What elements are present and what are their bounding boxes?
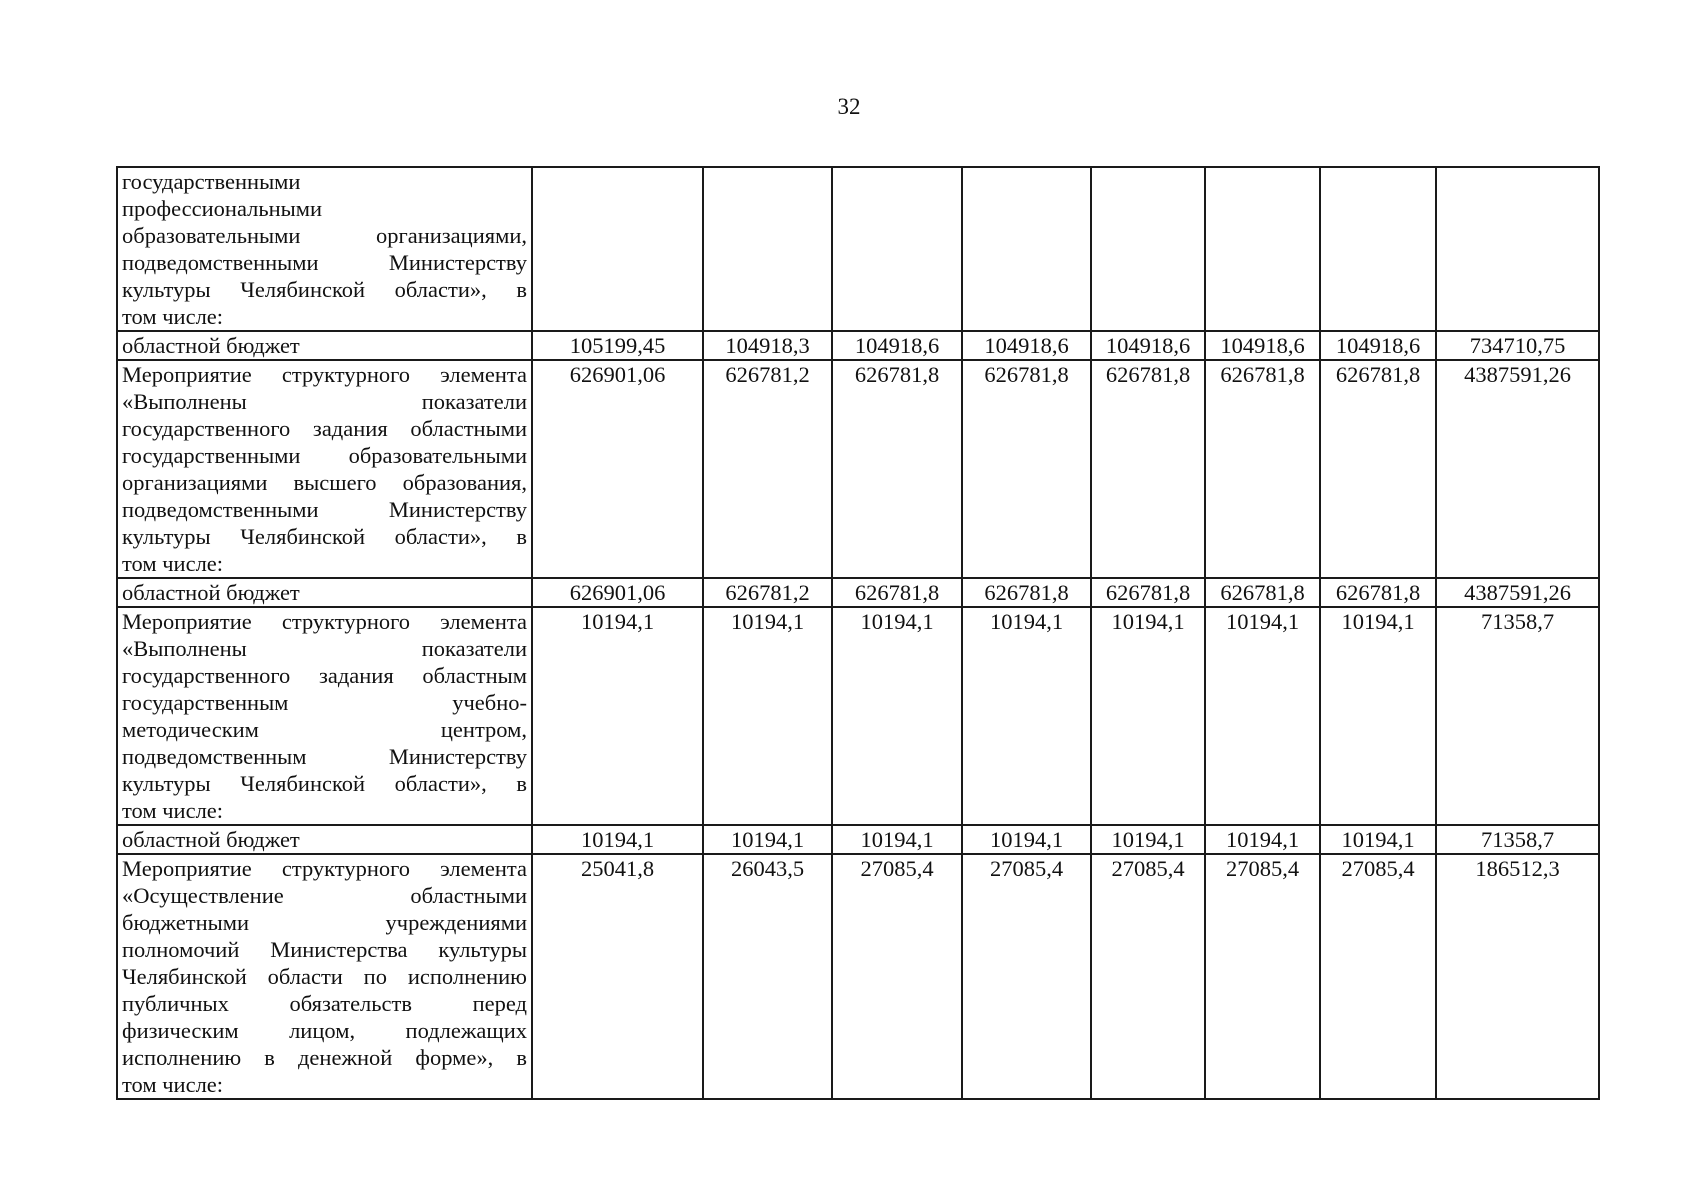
table-row	[117, 825, 1599, 854]
year-value-cell: 626901,06	[532, 360, 703, 578]
row-description	[117, 854, 532, 1099]
description-line: методическим центром,	[122, 717, 527, 742]
year-value-cell: 105199,45	[532, 331, 703, 360]
description-line: подведомственными Министерству	[122, 250, 527, 275]
year-value-cell: 27085,4	[1091, 854, 1205, 1099]
table-row	[117, 578, 1599, 607]
description-line: областной бюджет	[122, 333, 300, 358]
year-value-cell: 626781,8	[1091, 360, 1205, 578]
description-line: Мероприятие структурного элемента	[122, 609, 527, 634]
year-value-cell: 10194,1	[1320, 825, 1436, 854]
description-line: образовательными организациями,	[122, 223, 527, 248]
year-value-cell	[703, 167, 832, 331]
year-value-cell: 626901,06	[532, 578, 703, 607]
description-line: том числе:	[122, 1072, 224, 1097]
description-line: том числе:	[122, 304, 224, 329]
year-value-cell: 10194,1	[1091, 825, 1205, 854]
description-line: Челябинской области по исполнению	[122, 964, 527, 989]
total-value-cell: 734710,75	[1436, 331, 1599, 360]
year-value-cell: 104918,6	[832, 331, 962, 360]
row-description	[117, 825, 532, 854]
table-row	[117, 167, 1599, 331]
year-value-cell: 10194,1	[1091, 607, 1205, 825]
year-value-cell: 104918,6	[1091, 331, 1205, 360]
year-value-cell: 626781,2	[703, 578, 832, 607]
year-value-cell: 10194,1	[832, 825, 962, 854]
description-line: физическим лицом, подлежащих	[122, 1018, 527, 1043]
description-line: организациями высшего образования,	[122, 470, 527, 495]
table-row	[117, 854, 1599, 1099]
description-line: бюджетными учреждениями	[122, 910, 527, 935]
year-value-cell: 10194,1	[1320, 607, 1436, 825]
table-row	[117, 331, 1599, 360]
year-value-cell: 626781,8	[1205, 578, 1320, 607]
total-value-cell: 71358,7	[1436, 607, 1599, 825]
description-line: культуры Челябинской области», в	[122, 771, 527, 796]
year-value-cell	[532, 167, 703, 331]
year-value-cell: 10194,1	[532, 825, 703, 854]
description-line: областной бюджет	[122, 827, 300, 852]
description-line: культуры Челябинской области», в	[122, 524, 527, 549]
description-line: подведомственным Министерству	[122, 744, 527, 769]
description-line: областной бюджет	[122, 580, 300, 605]
description-line: полномочий Министерства культуры	[122, 937, 527, 962]
description-line: том числе:	[122, 798, 224, 823]
description-line: профессиональными	[122, 196, 323, 221]
total-value-cell: 71358,7	[1436, 825, 1599, 854]
total-value-cell: 4387591,26	[1436, 578, 1599, 607]
description-line: «Выполнены показатели	[122, 636, 527, 661]
year-value-cell: 27085,4	[832, 854, 962, 1099]
year-value-cell	[1320, 167, 1436, 331]
description-line: государственным учебно-	[122, 690, 527, 715]
year-value-cell: 626781,2	[703, 360, 832, 578]
total-value-cell	[1436, 167, 1599, 331]
total-value-cell: 4387591,26	[1436, 360, 1599, 578]
description-line: «Осуществление областными	[122, 883, 527, 908]
year-value-cell: 626781,8	[1320, 360, 1436, 578]
year-value-cell: 626781,8	[1320, 578, 1436, 607]
description-line: исполнению в денежной форме», в	[122, 1045, 527, 1070]
description-line: том числе:	[122, 551, 224, 576]
year-value-cell: 27085,4	[1320, 854, 1436, 1099]
row-description	[117, 331, 532, 360]
year-value-cell: 25041,8	[532, 854, 703, 1099]
description-line: Мероприятие структурного элемента	[122, 856, 527, 881]
description-line: государственного задания областным	[122, 663, 527, 688]
row-description	[117, 607, 532, 825]
year-value-cell: 10194,1	[962, 607, 1091, 825]
year-value-cell: 104918,3	[703, 331, 832, 360]
year-value-cell	[1091, 167, 1205, 331]
year-value-cell: 626781,8	[1091, 578, 1205, 607]
year-value-cell: 27085,4	[962, 854, 1091, 1099]
year-value-cell: 626781,8	[832, 360, 962, 578]
table-body	[117, 167, 1599, 1099]
year-value-cell: 626781,8	[962, 578, 1091, 607]
year-value-cell	[1205, 167, 1320, 331]
row-description	[117, 578, 532, 607]
year-value-cell	[832, 167, 962, 331]
description-line: государственного задания областными	[122, 416, 527, 441]
year-value-cell: 10194,1	[1205, 607, 1320, 825]
table-row	[117, 360, 1599, 578]
year-value-cell: 104918,6	[1205, 331, 1320, 360]
description-line: государственными образовательными	[122, 443, 527, 468]
year-value-cell: 626781,8	[832, 578, 962, 607]
description-line: «Выполнены показатели	[122, 389, 527, 414]
description-line: Мероприятие структурного элемента	[122, 362, 527, 387]
table-row	[117, 607, 1599, 825]
year-value-cell: 10194,1	[703, 825, 832, 854]
year-value-cell	[962, 167, 1091, 331]
year-value-cell: 10194,1	[1205, 825, 1320, 854]
year-value-cell: 104918,6	[962, 331, 1091, 360]
year-value-cell: 10194,1	[703, 607, 832, 825]
year-value-cell: 26043,5	[703, 854, 832, 1099]
year-value-cell: 104918,6	[1320, 331, 1436, 360]
year-value-cell: 626781,8	[1205, 360, 1320, 578]
description-line: публичных обязательств перед	[122, 991, 527, 1016]
budget-table	[116, 166, 1600, 1100]
year-value-cell: 27085,4	[1205, 854, 1320, 1099]
row-description	[117, 167, 532, 331]
description-line: культуры Челябинской области», в	[122, 277, 527, 302]
year-value-cell: 10194,1	[832, 607, 962, 825]
year-value-cell: 626781,8	[962, 360, 1091, 578]
description-line: подведомственными Министерству	[122, 497, 527, 522]
total-value-cell: 186512,3	[1436, 854, 1599, 1099]
description-line: государственными	[122, 169, 301, 194]
row-description	[117, 360, 532, 578]
page-number: 32	[837, 94, 861, 119]
year-value-cell: 10194,1	[532, 607, 703, 825]
year-value-cell: 10194,1	[962, 825, 1091, 854]
